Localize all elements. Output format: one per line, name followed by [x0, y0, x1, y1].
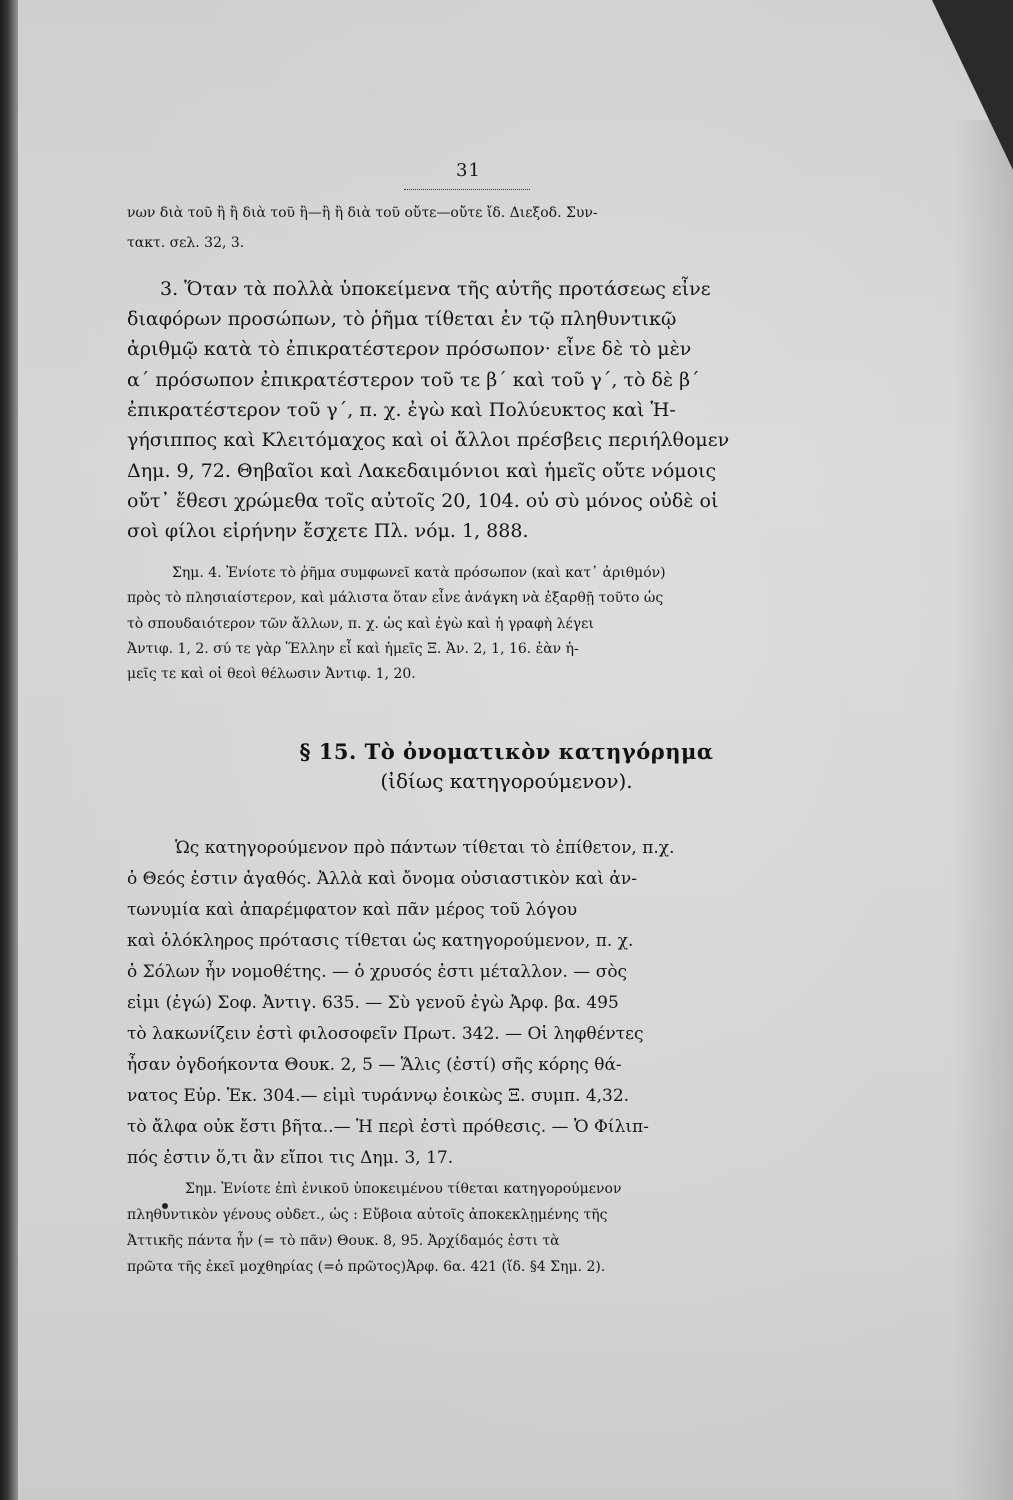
text-line: μεῖς τε καὶ οἱ θεοὶ θέλωσιν Ἀντιφ. 1, 20. [127, 666, 416, 682]
text-line: 3. Ὅταν τὰ πολλὰ ὑποκείμενα τῆς αὐτῆς προτάσεως εἶνε [160, 278, 711, 300]
text-line: Ὡς κατηγορούμενον πρὸ πάντων τίθεται τὸ ἐπίθετον, π.χ. [175, 838, 675, 858]
section-subtitle: (ἰδίως κατηγορούμενον). [380, 769, 633, 793]
text-line: τακτ. σελ. 32, 3. [127, 235, 245, 251]
text-line: τωνυμία καὶ ἀπαρέμφατον καὶ πᾶν μέρος τοῦ λόγου [127, 900, 578, 920]
text-line: ἀριθμῷ κατὰ τὸ ἐπικρατέστερον πρόσωπον· εἶνε δὲ τὸ μὲν [127, 338, 692, 360]
text-line: τὸ σπουδαιότερον τῶν ἄλλων, π. χ. ὡς καὶ ἐγὼ καὶ ἡ γραφὴ λέγει [127, 616, 594, 632]
text-line: πρῶτα τῆς ἐκεῖ μοχθηρίας (=ὁ πρῶτος)Ἀρφ. 6α. 421 (ἴδ. §4 Σημ. 2). [127, 1259, 606, 1275]
text-line: πός ἐστιν ὅ,τι ἂν εἴποι τις Δημ. 3, 17. [127, 1148, 454, 1168]
text-line: Δημ. 9, 72. Θηβαῖοι καὶ Λακεδαιμόνιοι καὶ ἡμεῖς οὔτε νόμοις [127, 460, 717, 482]
text-line: διαφόρων προσώπων, τὸ ῥῆμα τίθεται ἐν τῷ πληθυντικῷ [127, 308, 677, 330]
text-line: ἐπικρατέστερον τοῦ γ΄, π. χ. ἐγὼ καὶ Πολύευκτος καὶ Ἡ- [127, 399, 676, 421]
text-line: εἰμι (ἐγώ) Σοφ. Ἀντιγ. 635. — Σὺ γενοῦ ἐγὼ Ἀρφ. βα. 495 [127, 993, 619, 1013]
text-line: ὁ Θεός ἐστιν ἀγαθός. Ἀλλὰ καὶ ὄνομα οὐσιαστικὸν καὶ ἀν- [127, 869, 637, 889]
text-line: τὸ λακωνίζειν ἐστὶ φιλοσοφεῖν Πρωτ. 342. — Οἱ ληφθέντες [127, 1024, 644, 1044]
text-line: Σημ. Ἐνίοτε ἐπὶ ἑνικοῦ ὑποκειμένου τίθεται κατηγορούμενον [185, 1181, 622, 1197]
section-title: § 15. Τὸ ὀνοματικὸν κατηγόρημα [299, 739, 714, 764]
text-line: πληθυντικὸν γένους οὐδετ., ὡς : Εὔβοια αὐτοῖς ἀποκεκλῃμένης τῆς [127, 1207, 608, 1223]
text-line: Ἀντιφ. 1, 2. σύ τε γὰρ Ἕλλην εἶ καὶ ἡμεῖς Ξ. Ἀν. 2, 1, 16. ἐὰν ἡ- [127, 641, 579, 657]
page-number: 31 [456, 160, 481, 181]
text-line: οὔτ᾽ ἔθεσι χρώμεθα τοῖς αὐτοῖς 20, 104. οὐ σὺ μόνος οὐδὲ οἱ [127, 490, 719, 512]
text-line: Σημ. 4. Ἐνίοτε τὸ ῥῆμα συμφωνεῖ κατὰ πρόσωπον (καὶ κατ᾽ ἀριθμόν) [172, 565, 666, 581]
text-line: πρὸς τὸ πλησιαίστερον, καὶ μάλιστα ὅταν εἶνε ἀνάγκη νὰ ἐξαρθῇ τοῦτο ὡς [127, 590, 664, 606]
text-line: α΄ πρόσωπον ἐπικρατέστερον τοῦ τε β΄ καὶ τοῦ γ΄, τὸ δὲ β΄ [127, 369, 700, 391]
text-line: νων διὰ τοῦ ἢ ἢ διὰ τοῦ ἢ—ἢ ἢ διὰ τοῦ οὔτε—οὔτε ἴδ. Διεξοδ. Συν- [127, 205, 598, 221]
page-number-rule [404, 189, 530, 190]
text-line: ὁ Σόλων ἦν νομοθέτης. — ὁ χρυσός ἐστι μέταλλον. — σὸς [127, 962, 628, 982]
page-shadow [953, 120, 1013, 1500]
text-line: Ἀττικῆς πάντα ἦν (= τὸ πᾶν) Θουκ. 8, 95. Ἀρχίδαμός ἐστι τὰ [127, 1233, 560, 1249]
text-line: τὸ ἄλφα οὐκ ἔστι βῆτα..— Ἡ περὶ ἐστὶ πρόθεσις. — Ὁ Φίλιπ- [127, 1117, 649, 1137]
text-line: γήσιππος καὶ Κλειτόμαχος καὶ οἱ ἄλλοι πρέσβεις περιήλθομεν [127, 429, 730, 451]
text-line: σοὶ φίλοι εἰρήνην ἔσχετε Πλ. νόμ. 1, 888. [127, 520, 529, 542]
text-line: ἦσαν ὀγδοήκοντα Θουκ. 2, 5 — Ἅλις (ἐστί) σῆς κόρης θά- [127, 1055, 622, 1075]
text-line: καὶ ὁλόκληρος πρότασις τίθεται ὡς κατηγορούμενον, π. χ. [127, 931, 634, 951]
text-line: νατος Εὐρ. Ἑκ. 304.— εἰμὶ τυράννῳ ἐοικὼς Ξ. συμπ. 4,32. [127, 1086, 630, 1106]
